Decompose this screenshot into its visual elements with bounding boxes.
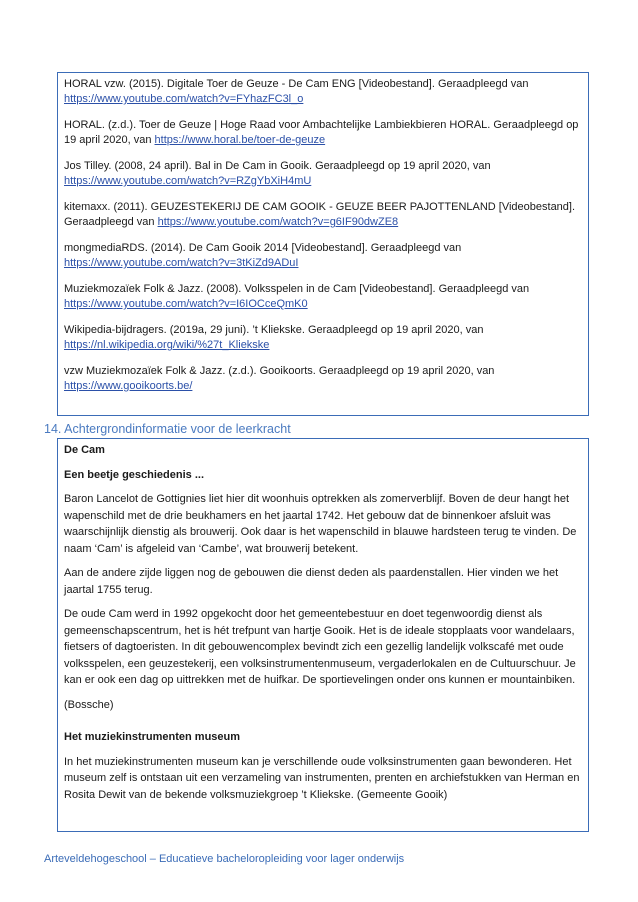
reference-item bbox=[64, 200, 588, 230]
reference-item bbox=[64, 282, 588, 312]
page-footer: Arteveldehogeschool – Educatieve bacheloropleiding voor lager onderwijs bbox=[44, 853, 405, 865]
reference-link[interactable]: https://www.youtube.com/watch?v=RZgYbXiH4mU bbox=[64, 175, 312, 187]
reference-link[interactable]: https://www.gooikoorts.be/ bbox=[64, 380, 193, 392]
spacer bbox=[64, 721, 588, 729]
reference-link[interactable]: https://www.youtube.com/watch?v=I6IOCceQmK0 bbox=[64, 298, 308, 310]
reference-item bbox=[64, 323, 588, 353]
reference-link[interactable]: https://www.youtube.com/watch?v=g6IF90dwZE8 bbox=[157, 216, 399, 228]
reference-text: HORAL. (z.d.). Toer de Geuze | Hoge Raad voor Ambachtelijke Lambiekbieren HORAL. Geraadpleegd op 19 april 2020, van bbox=[64, 119, 579, 146]
reference-item bbox=[64, 364, 588, 394]
museum-subtitle: Het muziekinstrumenten museum bbox=[64, 731, 241, 743]
reference-text: kitemaxx. (2011). GEUZESTEKERIJ DE CAM GOOIK - GEUZE BEER PAJOTTENLAND [Videobestand]. Geraadpleegd van bbox=[64, 201, 576, 228]
section-heading: 14. Achtergrondinformatie voor de leerkracht bbox=[44, 422, 291, 436]
reference-item bbox=[64, 159, 588, 189]
reference-text: Muziekmozaïek Folk & Jazz. (2008). Volksspelen in de Cam [Videobestand]. Geraadpleegd van bbox=[64, 283, 530, 295]
reference-item bbox=[64, 77, 588, 107]
source-note: (Bossche) bbox=[64, 698, 114, 711]
reference-text: Wikipedia-bijdragers. (2019a, 29 juni). ’t Kliekske. Geraadpleegd op 19 april 2020, van bbox=[64, 324, 484, 336]
reference-link[interactable]: https://www.youtube.com/watch?v=FYhazFC3l_o bbox=[64, 93, 304, 105]
history-paragraph: Baron Lancelot de Gottignies liet hier dit woonhuis optrekken als zomerverblijf. Boven de deur hangt het wapenschild met de drie beukhamers en het jaartal 1742. Het gebouw dat de binnenkoer afsluit was waarschijnlijk dienstig als brouwerij. Ook daar is het wapenschild in blauwe hardsteen terug te vinden. De naam ‘Cam’ is afgeleid van ‘Cambe’, wat brouwerij betekent. bbox=[64, 493, 577, 555]
reference-text: HORAL vzw. (2015). Digitale Toer de Geuze - De Cam ENG [Videobestand]. Geraadpleegd van bbox=[64, 78, 529, 90]
references-box bbox=[57, 72, 589, 416]
history-subtitle: Een beetje geschiedenis ... bbox=[64, 468, 204, 481]
background-info-box bbox=[57, 438, 589, 832]
museum-paragraph: In het muziekinstrumenten museum kan je verschillende oude volksinstrumenten gaan bewonderen. Het museum zelf is ontstaan uit een verzameling van instrumenten, prenten en archiefstukken van Herman en Rosita Dewit van de bekende volksmuziekgroep ’t Kliekske. (Gemeente Gooik) bbox=[64, 755, 580, 801]
stables-paragraph: Aan de andere zijde liggen nog de gebouwen die dienst deden als paardenstallen. Hier vinden we het jaartal 1755 terug. bbox=[64, 567, 559, 596]
community-paragraph: De oude Cam werd in 1992 opgekocht door het gemeentebestuur en doet tegenwoordig dienst als gemeenschapscentrum, het is hét trefpunt van hartje Gooik. Het is de ideale stopplaats voor wandelaars, fietsers of dagtoeristen. In dit gebouwencomplex bevindt zich een gezellig landelijk volkscafé met oude volksspelen, een geuzestekerij, een volksinstrumentenmuseum, vergaderlokalen en de Cultuurschuur. Je kan er ook een dag op uittrekken met de huifkar. De sportievelingen onder ons kunnen er mountainbiken. bbox=[64, 608, 576, 686]
reference-text: mongmediaRDS. (2014). De Cam Gooik 2014 [Videobestand]. Geraadpleegd van bbox=[64, 242, 462, 254]
reference-item bbox=[64, 118, 588, 148]
reference-text: vzw Muziekmozaïek Folk & Jazz. (z.d.). Gooikoorts. Geraadpleegd op 19 april 2020, van bbox=[64, 365, 495, 377]
reference-link[interactable]: https://nl.wikipedia.org/wiki/%27t_Kliekske bbox=[64, 339, 270, 351]
reference-item bbox=[64, 241, 588, 271]
reference-link[interactable]: https://www.youtube.com/watch?v=3tKiZd9ADuI bbox=[64, 257, 299, 269]
info-title: De Cam bbox=[64, 444, 105, 456]
reference-link[interactable]: https://www.horal.be/toer-de-geuze bbox=[154, 134, 326, 146]
reference-text: Jos Tilley. (2008, 24 april). Bal in De Cam in Gooik. Geraadpleegd op 19 april 2020, van bbox=[64, 160, 491, 172]
